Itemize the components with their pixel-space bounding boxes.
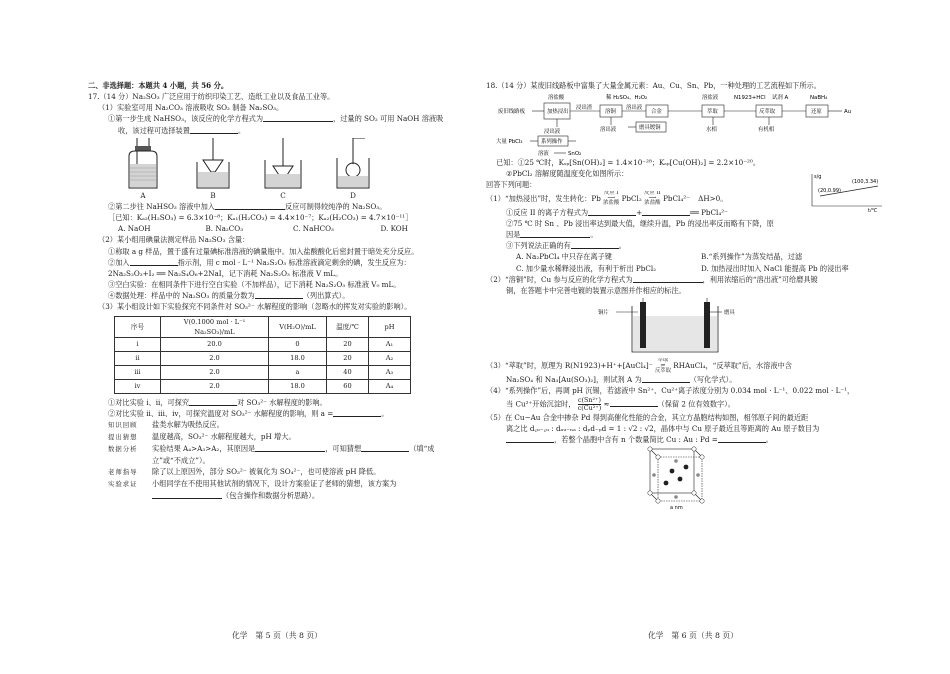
answer-blank[interactable] [189,398,237,406]
flow-label: N1923+HCl [734,95,766,102]
reaction-arrow-2: 反应 II ⟶ 浓盐酸 [644,190,661,207]
flow-node: Au [844,109,852,116]
inquiry-analysis: 数据分析 实验结果 A₄>A₃>A₂，其原因是 ，可知猜想 （填“成 [108,444,435,454]
inquiry-hypothesis: 提出猜想 温度越高，SO₃²⁻ 水解程度越大，pH 增大。 [108,432,296,442]
solubility-chart [808,172,886,212]
cell-label-right: 磨具 [724,310,735,317]
q17-part2-4: ④数据处理：样品中的 Na₂SO₃ 的质量分数为 （列出算式）。 [108,291,350,301]
flow-node: 溶铜 [605,109,616,116]
q18-part5: （5）在 Cu−Au 合金中掺杂 Pd 得到高催化性能的合金，其立方晶胞结构如图，相邻原子间的最近距 [486,412,809,422]
left-page [88,80,498,501]
q18-options-row-1: A. Na₂PbCl₄ 中只存在离子键 B.“系列操作”为蒸发结晶，过滤 [516,252,803,262]
table-row: iii 2.0 a 40 A₃ [115,365,411,379]
mold-plate [704,302,710,348]
answer-blank[interactable] [215,202,285,210]
crystal-caption: a nm [670,505,683,512]
flow-node: 合金 [651,109,662,116]
answer-blank[interactable] [130,258,178,266]
answer-blank[interactable] [642,375,690,383]
flow-label: 溶盐液 [702,95,719,102]
equilibrium-arrow: 萃取 ⇌ 反萃取 [654,358,671,374]
q18-prompt: 回答下列问题： [486,180,537,190]
q17-part2-3: ③空白实验：在相同条件下进行空白实验（不加样品），记下消耗 Na₂S₂O₃ 标准液 V₀ mL。 [108,280,401,290]
flow-label: 磨具镀铜 [639,125,661,132]
apparatus-d: D [329,138,377,201]
q18-part2-cont: 铜，在答题卡中完善电镀的装置示意图并作相应的标注。 [506,285,686,295]
flow-node: 萃取 [707,109,718,116]
section-title: 二、非选择题：本题共 4 小题，共 56 分。 [88,81,229,90]
q18-part1-2: ②75 ℃ 时 Sn 、Pb 浸出率达到最大值，继续升温，Pb 的浸出率反而略有下降，原 [506,219,774,228]
q17-part1-1: ①第一步生成 NaHSO₃，该反应的化学方程式为 ，过量的 SO₂ 可用 NaOH 溶液吸 [108,114,444,124]
flow-label: 溶液 [538,151,549,158]
answer-blank[interactable] [263,114,333,122]
answer-blank[interactable] [588,208,636,216]
flow-label: 有机相 [758,127,775,134]
flow-label: 溶出液 [600,127,617,134]
answer-blank[interactable] [520,230,590,238]
cell-label-left: 铜片 [598,310,609,317]
flow-node: 加热浸出 [547,109,569,116]
q18-part3: （3）“萃取”时，原理为 R(N1923)+H⁺+[AuCl₄]⁻ 萃取 ⇌ 反萃取 RHAuCl₄，“反萃取”后，水溶液中含 [486,358,792,374]
gas-bottle-icon [119,138,167,190]
flow-label: 浸出液 [544,129,561,136]
q17-part1-2: ②第二步往 NaHSO₃ 溶液中加入 反应可制得较纯净的 Na₂SO₃。 [108,201,387,211]
experiment-table [114,316,411,394]
q17-part3: （3）某小组设计如下实验探究不同条件对 SO₃²⁻ 水解程度的影响（忽略水的挥发对实验的影响）。 [98,302,412,312]
inverted-funnel-icon [259,138,307,190]
flow-label: SnO₂ [568,151,582,158]
inquiry-verify-cont: （包含操作和数据分析思路）。 [88,490,498,501]
apparatus-row [108,138,388,201]
reaction-arrow-1: 反应 I ⟶ 浓盐酸 [603,190,620,207]
flow-node: 还原 [811,109,822,116]
inquiry-analysis-cont: 立”或“不成立”）。 [152,456,210,466]
flow-label: 溶盐酸 [548,95,565,102]
inquiry-recall: 知识回顾 盐类水解为吸热反应。 [108,420,224,430]
q18-options-row-2: C. 加少量水稀释浸出液，有利于析出 PbCl₂ D. 加热浸出时加入 NaCl 能提高 Pb 的浸出率 [516,263,849,273]
answer-blank[interactable] [152,491,222,499]
q17-part2-2-eq: 2Na₂S₂O₃+I₂ ══ Na₂S₄O₆+2NaI，记下消耗 Na₂S₂O₃ 标准液 V mL。 [108,268,343,278]
table-row: i 20.0 0 20 A₁ [115,337,411,351]
table-row: iv 2.0 18.0 60 A₄ [115,379,411,393]
answer-blank[interactable] [361,444,409,452]
q18-known-1: 已知：①25 ℃时，Kₛₚ[Sn(OH)₂] = 1.4×10⁻²⁸；Kₛₚ[Cu(OH)₂] = 2.2×10⁻²⁰。 [496,158,760,168]
flow-node: 反萃取 [759,109,776,116]
q17-part3-1: ①对比实验 i、ii，可探究 对 SO₃²⁻ 水解程度的影响。 [108,397,327,407]
q18-stem: 18.（14 分）某废旧线路板中富集了大量金属元素：Au、Cu、Sn、Pb，一种处理的工艺流程如下所示。 [486,81,821,90]
q18-part1-2-cont: 因是 。 [506,230,598,240]
q18-part3-cont: Na₂SO₄ 和 Na₃[Au(SO₃)₂]，则试剂 A 为 （写化学式）。 [506,375,737,385]
flow-label: 试剂 A [772,95,789,102]
q17-part2: （2）某小组用碘量法测定样品 Na₂SO₃ 含量： [98,235,250,245]
answer-blank[interactable] [718,435,766,443]
q18-part1-3: ③下列说法正确的有 。 [506,241,626,251]
apparatus-c: C [259,138,307,201]
q18-part1-1: ①反应 II 的离子方程式为 + ══ PbCl₄²⁻ [506,207,728,217]
answer-blank[interactable] [506,435,554,443]
concentration-fraction: $\frac{\text{c(Sn²⁺)}}{\text{c(Cu²⁺)}}$ [577,396,602,412]
page-footer-right: 化学 第 6 页（共 8 页） [648,631,739,640]
right-page [486,80,896,511]
copper-plate [640,302,646,348]
table-header-row: 序号 V(0.1000 mol · L⁻¹ Na₂SO₃)/mL V(H₂O)/mL 温度/℃ pH [115,316,411,337]
q17-part2-1: ①称取 a g 样品，置于盛有过量碘标准溶液的碘量瓶中。加入盐酸酸化后密封置于暗处充分反应。 [108,246,419,256]
answer-blank[interactable] [190,126,238,134]
apparatus-b: B [189,138,237,201]
flow-label: 稀 H₂SO₄、H₂O₂ [606,95,648,102]
page-footer-left: 化学 第 5 页（共 8 页） [232,631,323,640]
answer-blank[interactable] [255,444,325,452]
q17-known: ［已知：Kₐ₂(H₂SO₃) = 6.3×10⁻⁸；Kₐ₁(H₂CO₃) = 4.4×10⁻⁷；Kₐ₂(H₂CO₃) = 4.7×10⁻¹¹］ [108,213,413,223]
chart-point-label: (100,3.34) [852,179,879,185]
ball-bulb-icon [329,138,377,190]
funnel-beaker-icon [189,138,237,190]
answer-blank[interactable] [571,241,619,249]
q17-part3-2: ②对比实验 ii、iii、iv，可探究温度对 SO₃²⁻ 水解程度的影响，则 a = 。 [108,409,389,419]
flow-label: NaBH₄ [810,95,828,102]
q18-part4: （4）“系列操作”后，再调 pH 沉锡，若滤液中 Sn²⁺、Cu²⁺离子浓度分别为 0.034 mol · L⁻¹、0.022 mol · L⁻¹， [486,386,855,396]
q17-part2-2: ②加入 指示剂，用 c mol · L⁻¹ Na₂S₂O₃ 标准溶液滴定剩余的碘，发生反应为： [108,257,411,267]
flow-node: 系列操作 [541,139,563,146]
answer-blank[interactable] [333,409,381,417]
q17-part1-1-cont: 收，该过程可选择装置 。 [118,125,246,135]
q18-part2: （2）“溶铜”时，Cu 参与反应的化学方程式为 ，利用浓缩后的“溶出液”可给磨具镀 [486,274,818,284]
chart-point-label: (20,0.99) [818,188,841,194]
q17-options: A. NaOH B. Na₂CO₃ C. NaHCO₃ D. KOH [118,224,408,234]
answer-blank[interactable] [633,275,703,283]
flow-node: 浸出渣 [576,105,593,112]
answer-blank[interactable] [255,291,303,299]
q18-part5-cont: 离之比 d꜀ᵤ₋꜀ᵤ : dₐᵤ₋ₙₐ : dₚd₋ₚd = 1 : √2 : √2，晶体中与 Cu 原子最近且等距离的 Au 原子数目为 [506,423,820,433]
apparatus-a: A [119,138,167,201]
answer-blank[interactable] [610,399,658,407]
chart-axis-x-label: t/℃ [868,208,878,212]
inquiry-guidance: 老师指导 除了以上原因外，部分 SO₃²⁻ 被氧化为 SO₄²⁻，也可使溶液 pH 降低。 [108,467,381,477]
crystal-cell-diagram [636,445,716,511]
answer-blank[interactable] [642,208,690,216]
chart-axis-y-label: s/g [814,174,822,180]
q18-known-2: ②PbCl₂ 溶解度随温度变化如图所示： [506,169,629,179]
electroplating-cell-diagram [596,298,756,356]
flow-node: 废旧线路板 [498,109,525,116]
flow-node: 溶出液 [626,105,643,112]
q18-part5-cont2: ，若整个晶胞中含有 n 个数量简比 Cu : Au : Pd = 。 [486,434,896,445]
q18-part4-cont: 当 Cu²⁺开始沉淀时， $\frac{\text{c(Sn²⁺)}}{\text{c(Cu²⁺)}}$ ≈ （保留 2 位有效数字）。 [506,396,735,412]
flow-label: 大量 PbCl₂ [496,139,523,146]
flow-label: 水相 [706,127,717,134]
q17-stem: 17.（14 分）Na₂SO₃ 广泛应用于纺织印染工艺、造纸工业以及食品工业等。 [88,92,335,102]
q18-part1: （1）“加热浸出”时，发生转化：Pb 反应 I ⟶ 浓盐酸 PbCl₂ 反应 II ⟶ 浓盐酸 PbCl₄²⁻ ΔH>0。 [486,190,728,207]
table-row: ii 2.0 18.0 20 A₂ [115,351,411,365]
q17-part1: （1）实验室可用 Na₂CO₃ 溶液吸收 SO₂ 制备 Na₂SO₃。 [98,103,284,113]
inquiry-verify: 实验求证 小组同学在不使用其他试剂的情况下，设计方案验证了老师的猜想，该方案为 [108,479,397,489]
process-flow-diagram [496,93,896,157]
